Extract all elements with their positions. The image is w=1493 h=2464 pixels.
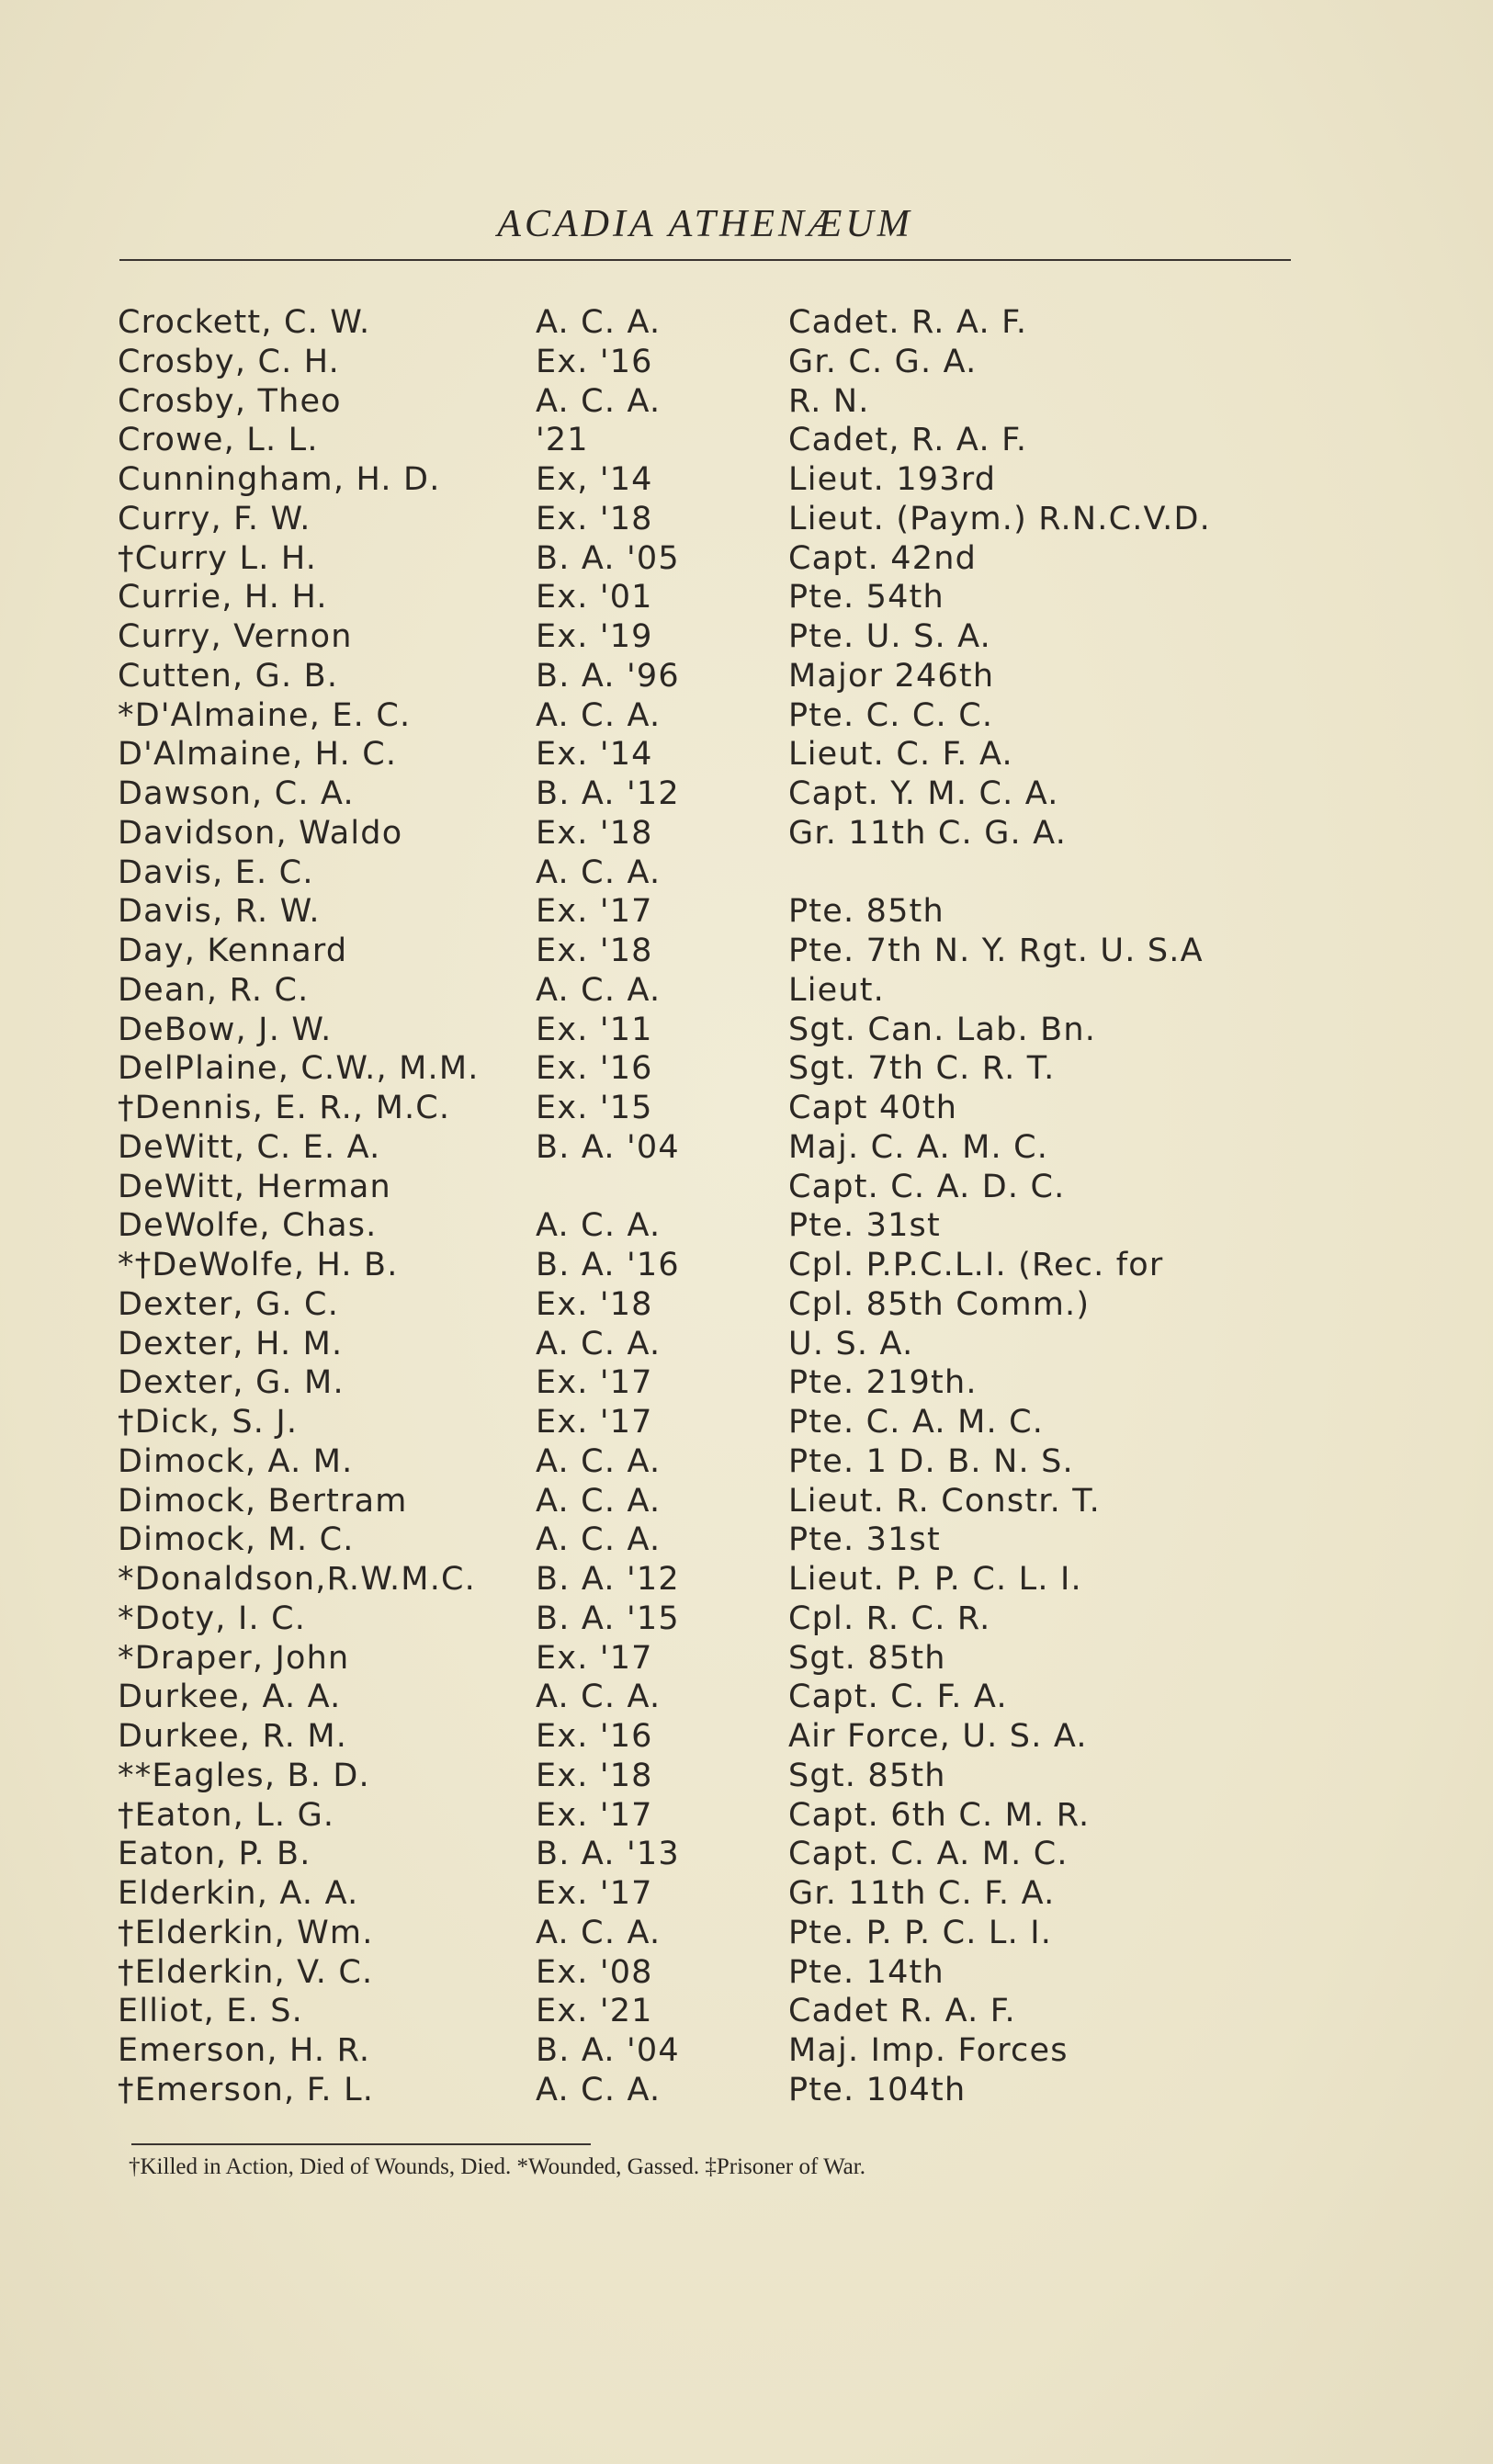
roster-service: Lieut. R. Constr. T. [788,1482,1102,1520]
roster-name: *Draper, John [118,1639,350,1677]
roster-row [0,1874,1493,1914]
roster-service: Gr. 11th C. G. A. [788,814,1068,852]
roster-name: Curry, Vernon [118,618,353,655]
roster-name: Crosby, C. H. [118,343,341,380]
roster-degree: B. A. '96 [536,657,680,695]
roster-name: Curry, F. W. [118,500,311,537]
roster-service: Gr. C. G. A. [788,343,978,380]
roster-name: **Eagles, B. D. [118,1757,370,1794]
roster-service: Maj. Imp. Forces [788,2032,1069,2069]
roster-row [0,303,1493,343]
page-header: ACADIA ATHENÆUM [497,203,913,245]
roster-service: Cadet. R. A. F. [788,304,1028,341]
roster-degree: A. C. A. [536,304,662,341]
roster-row [0,421,1493,460]
roster-name: Dean, R. C. [118,971,310,1009]
roster-name: Davis, R. W. [118,893,321,931]
roster-service: Pte. 85th [788,893,944,931]
roster-service: Lieut. 193rd [788,461,997,498]
roster-degree: B. A. '04 [536,1128,680,1166]
roster-name: Cutten, G. B. [118,657,339,695]
roster-service: Capt. 6th C. M. R. [788,1796,1091,1834]
roster-row [0,539,1493,579]
roster-degree: A. C. A. [536,1207,662,1245]
roster-row [0,657,1493,696]
roster-service: Pte. 31st [788,1207,941,1245]
roster-degree: A. C. A. [536,1325,662,1362]
roster-row [0,1599,1493,1639]
roster-service: Pte. 14th [788,1953,944,1991]
roster-name: DeWitt, Herman [118,1168,391,1205]
roster-name: Currie, H. H. [118,579,328,616]
roster-service: Pte. 7th N. Y. Rgt. U. S.A [788,932,1204,969]
roster-name: Elliot, E. S. [118,1993,303,2030]
footnote-rule [131,2143,591,2145]
roster-name: Dexter, G. M. [118,1364,345,1402]
roster-row [0,1757,1493,1796]
roster-name: *Donaldson,R.W.M.C. [118,1561,476,1598]
roster-name: †Emerson, F. L. [118,2071,375,2108]
roster-name: *Doty, I. C. [118,1599,307,1637]
roster-name: *†DeWolfe, H. B. [118,1247,399,1283]
roster-degree: A. C. A. [536,1914,662,1951]
roster-row [0,1520,1493,1560]
roster-service: Pte. 219th. [788,1364,978,1402]
roster-degree: Ex. '19 [536,618,653,655]
roster-degree: Ex. '16 [536,1718,653,1755]
roster-name: Dexter, G. C. [118,1285,340,1323]
roster-degree: Ex. '16 [536,1050,653,1088]
roster-service: Capt. C. A. M. C. [788,1836,1069,1873]
footnote: †Killed in Action, Died of Wounds, Died. *Wounded, Gassed. ‡Prisoner of War. [129,2154,865,2179]
roster-name: †Dick, S. J. [118,1404,299,1441]
roster-degree: A. C. A. [536,382,662,420]
roster-degree: A. C. A. [536,853,662,891]
roster-service: Maj. C. A. M. C. [788,1128,1049,1166]
roster-service: Cadet, R. A. F. [788,422,1028,459]
roster-row [0,1560,1493,1599]
roster-service: Pte. 31st [788,1521,941,1559]
roster-degree: Ex. '14 [536,736,653,774]
roster-degree: B. A. '04 [536,2032,680,2069]
roster-degree: B. A. '13 [536,1836,680,1873]
roster-service: Lieut. (Paym.) R.N.C.V.D. [788,500,1211,537]
roster-row [0,1442,1493,1482]
roster-row [0,460,1493,500]
roster-row [0,1128,1493,1168]
roster-row [0,1482,1493,1521]
roster-name: Dawson, C. A. [118,775,355,812]
roster-service: Cpl. P.P.C.L.I. (Rec. for [788,1247,1164,1283]
roster-name: Crosby, Theo [118,382,342,420]
roster-service: Capt. C. F. A. [788,1678,1008,1716]
roster-name: DelPlaine, C.W., M.M. [118,1050,480,1088]
roster-degree: A. C. A. [536,696,662,734]
roster-degree: Ex. '01 [536,579,653,616]
roster-name: Davidson, Waldo [118,814,403,852]
roster-name: Dimock, A. M. [118,1442,354,1480]
roster-degree: Ex. '18 [536,814,653,852]
roster-row [0,971,1493,1011]
roster-degree: Ex. '21 [536,1993,653,2030]
roster-service: Pte. C. C. C. [788,696,994,734]
roster-service: Cadet R. A. F. [788,1993,1016,2030]
roster-name: Crowe, L. L. [118,422,319,459]
roster-degree: Ex. '17 [536,1875,653,1912]
roster-row [0,1246,1493,1285]
roster-degree: A. C. A. [536,971,662,1009]
roster-row [0,500,1493,539]
roster-service: Pte. 54th [788,579,944,616]
roster-row [0,814,1493,853]
roster-service: Capt 40th [788,1090,958,1126]
roster-name: Eaton, P. B. [118,1836,311,1873]
roster-degree: Ex. '17 [536,1639,653,1677]
roster-name: D'Almaine, H. C. [118,736,398,774]
roster-name: Dimock, Bertram [118,1482,408,1520]
roster-name: DeBow, J. W. [118,1011,333,1048]
roster-degree: Ex. '17 [536,1404,653,1441]
roster-service: Major 246th [788,657,995,695]
roster-degree: B. A. '05 [536,539,680,577]
roster-row [0,1639,1493,1678]
roster-row [0,382,1493,422]
roster-row [0,617,1493,657]
roster-name: Elderkin, A. A. [118,1875,359,1912]
roster-degree: Ex. '17 [536,1364,653,1402]
roster-row [0,1678,1493,1717]
roster-degree: A. C. A. [536,2071,662,2108]
roster-degree: A. C. A. [536,1678,662,1716]
roster-service: Sgt. 85th [788,1757,946,1794]
roster-row [0,1168,1493,1207]
roster-name: Emerson, H. R. [118,2032,371,2069]
roster-service: Sgt. Can. Lab. Bn. [788,1011,1097,1048]
header-rule [119,259,1291,261]
roster-degree: B. A. '15 [536,1599,680,1637]
roster-degree: Ex. '18 [536,932,653,969]
roster-degree: Ex. '11 [536,1011,653,1048]
roster-name: DeWolfe, Chas. [118,1207,378,1245]
roster-row [0,932,1493,971]
roster-degree: B. A. '12 [536,775,680,812]
roster-name: Davis, E. C. [118,853,314,891]
roster-service: Capt. Y. M. C. A. [788,775,1059,812]
roster-row [0,1049,1493,1089]
roster-name: Dexter, H. M. [118,1325,344,1362]
roster-degree: Ex. '17 [536,1796,653,1834]
roster-row [0,735,1493,774]
roster-row [0,2031,1493,2071]
roster-name: Dimock, M. C. [118,1521,355,1559]
roster-service: Pte. 104th [788,2071,967,2108]
roster-name: †Curry L. H. [118,539,318,577]
roster-degree: Ex. '18 [536,1285,653,1323]
roster-row [0,1717,1493,1757]
roster-row [0,1796,1493,1836]
roster-row [0,1403,1493,1442]
roster-service: Capt. C. A. D. C. [788,1168,1066,1205]
roster-service: Cpl. 85th Comm.) [788,1285,1091,1323]
roster-row [0,1363,1493,1403]
roster-service: Capt. 42nd [788,539,978,577]
roster-name: †Eaton, L. G. [118,1796,335,1834]
roster-row [0,1325,1493,1364]
roster-name: Crockett, C. W. [118,304,371,341]
roster-row [0,578,1493,617]
roster-row [0,343,1493,382]
roster-degree: Ex. '08 [536,1953,653,1991]
roster-name: *D'Almaine, E. C. [118,696,412,734]
roster-service: Pte. P. P. C. L. I. [788,1914,1053,1951]
roster-degree: Ex. '15 [536,1090,653,1126]
roster-row [0,1206,1493,1246]
roster-service: Sgt. 85th [788,1639,946,1677]
roster-service: Pte. 1 D. B. N. S. [788,1442,1074,1480]
roster-service: Pte. U. S. A. [788,618,992,655]
roster-degree: A. C. A. [536,1521,662,1559]
roster-service: Air Force, U. S. A. [788,1718,1088,1755]
roster-degree: Ex. '16 [536,343,653,380]
roster-row [0,774,1493,814]
roster-name: DeWitt, C. E. A. [118,1128,381,1166]
roster-degree: Ex. '17 [536,893,653,931]
roster-list [0,303,1493,2110]
roster-name: †Elderkin, V. C. [118,1953,374,1991]
roster-name: †Dennis, E. R., M.C. [118,1090,451,1126]
roster-service: Cpl. R. C. R. [788,1599,991,1637]
roster-degree: A. C. A. [536,1442,662,1480]
roster-service: Lieut. [788,971,885,1009]
roster-degree: Ex, '14 [536,461,653,498]
roster-name: Durkee, R. M. [118,1718,348,1755]
roster-row [0,853,1493,893]
roster-service: U. S. A. [788,1325,914,1362]
roster-degree: Ex. '18 [536,500,653,537]
roster-degree: '21 [536,422,589,459]
roster-degree: B. A. '16 [536,1247,680,1283]
roster-row [0,1835,1493,1874]
roster-name: Durkee, A. A. [118,1678,342,1716]
roster-row [0,1992,1493,2031]
roster-service: Lieut. C. F. A. [788,736,1013,774]
roster-service: Gr. 11th C. F. A. [788,1875,1056,1912]
roster-degree: Ex. '18 [536,1757,653,1794]
roster-degree: B. A. '12 [536,1561,680,1598]
roster-row [0,1914,1493,1953]
roster-service: R. N. [788,382,870,420]
roster-name: Day, Kennard [118,932,348,969]
roster-name: Cunningham, H. D. [118,461,441,498]
roster-row [0,2071,1493,2110]
roster-service: Lieut. P. P. C. L. I. [788,1561,1082,1598]
roster-row [0,1089,1493,1128]
roster-row [0,1285,1493,1325]
roster-degree: A. C. A. [536,1482,662,1520]
roster-row [0,892,1493,932]
roster-service: Pte. C. A. M. C. [788,1404,1045,1441]
roster-row [0,696,1493,736]
roster-name: †Elderkin, Wm. [118,1914,374,1951]
roster-row [0,1011,1493,1050]
roster-service: Sgt. 7th C. R. T. [788,1050,1056,1088]
roster-row [0,1953,1493,1993]
